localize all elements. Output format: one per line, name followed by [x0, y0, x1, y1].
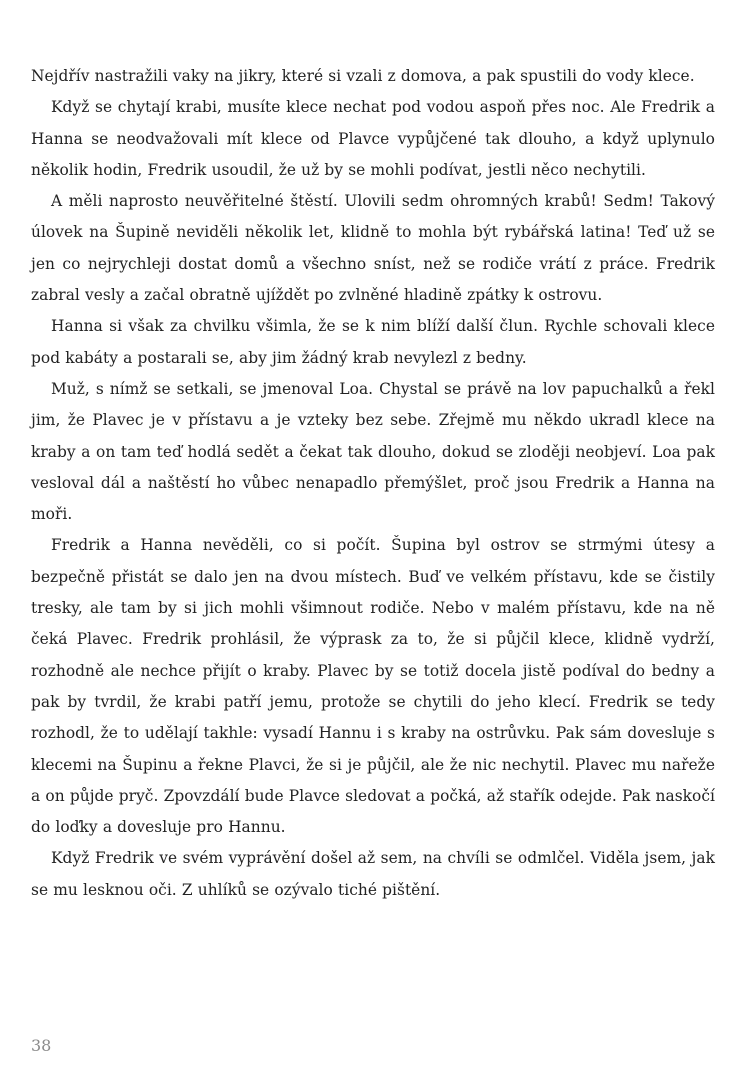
page-body — [31, 61, 715, 906]
paragraph-4: Hanna si však za chvilku všimla, že se k nim blíží další člun. Rychle schovali klece pod kabáty a postarali se, aby jim žádný krab nevylezl z bedny. — [31, 317, 715, 367]
paragraph-1: Nejdřív nastražili vaky na jikry, které si vzali z domova, a pak spustili do vody klece. — [31, 67, 695, 85]
paragraph-7: Když Fredrik ve svém vyprávění došel až sem, na chvíli se odmlčel. Viděla jsem, jak se mu lesknou oči. Z uhlíků se ozývalo tiché pištění. — [31, 849, 715, 899]
paragraph-2: Když se chytají krabi, musíte klece nechat pod vodou aspoň přes noc. Ale Fredrik a Hanna se neodvažovali mít klece od Plavce vypůjčené tak dlouho, a když uplynulo několik hodin, Fredrik usoudil, že už by se mohli podívat, jestli něco nechytili. — [31, 98, 715, 179]
paragraph-6: Fredrik a Hanna nevěděli, co si počít. Šupina byl ostrov se strmými útesy a bezpečně přistát se dalo jen na dvou místech. Buď ve velkém přístavu, kde se čistily tresky, ale tam by si jich mohli všimnout rodiče. Nebo v malém přístavu, kde na ně čeká Plavec. Fredrik prohlásil, že výprask za to, že si půjčil klece, klidně vydrží, rozhodně ale nechce přijít o kraby. Plavec by se totiž docela jistě podíval do bedny a pak by tvrdil, že krabi patří jemu, protože se chytili do jeho klecí. Fredrik se tedy rozhodl, že to udělají takhle: vysadí Hannu i s kraby na ostrůvku. Pak sám dovesluje s klecemi na Šupinu a řekne Plavci, že si je půjčil, ale že nic nechytil. Plavec mu nařeže a on půjde pryč. Zpovzdálí bude Plavce sledovat a počká, až stařík odejde. Pak naskočí do loďky a dovesluje pro Hannu. — [31, 536, 715, 837]
paragraph-3: A měli naprosto neuvěřitelné štěstí. Ulovili sedm ohromných krabů! Sedm! Takový úlovek na Šupině neviděli několik let, klidně to mohla být rybářská latina! Teď už se jen co nejrychleji dostat domů a všechno sníst, než se rodiče vrátí z práce. Fredrik zabral vesly a začal obratně ujíždět po zvlněné hladině zpátky k ostrovu. — [31, 192, 715, 305]
paragraph-5: Muž, s nímž se setkali, se jmenoval Loa. Chystal se právě na lov papuchalků a řekl jim, že Plavec je v přístavu a je vzteky bez sebe. Zřejmě mu někdo ukradl klece na kraby a on tam teď hodlá sedět a čekat tak dlouho, dokud se zloději neobjeví. Loa pak vesloval dál a naštěstí ho vůbec nenapadlo přemýšlet, proč jsou Fredrik a Hanna na moři. — [31, 379, 715, 524]
page-number: 38 — [31, 1036, 52, 1055]
